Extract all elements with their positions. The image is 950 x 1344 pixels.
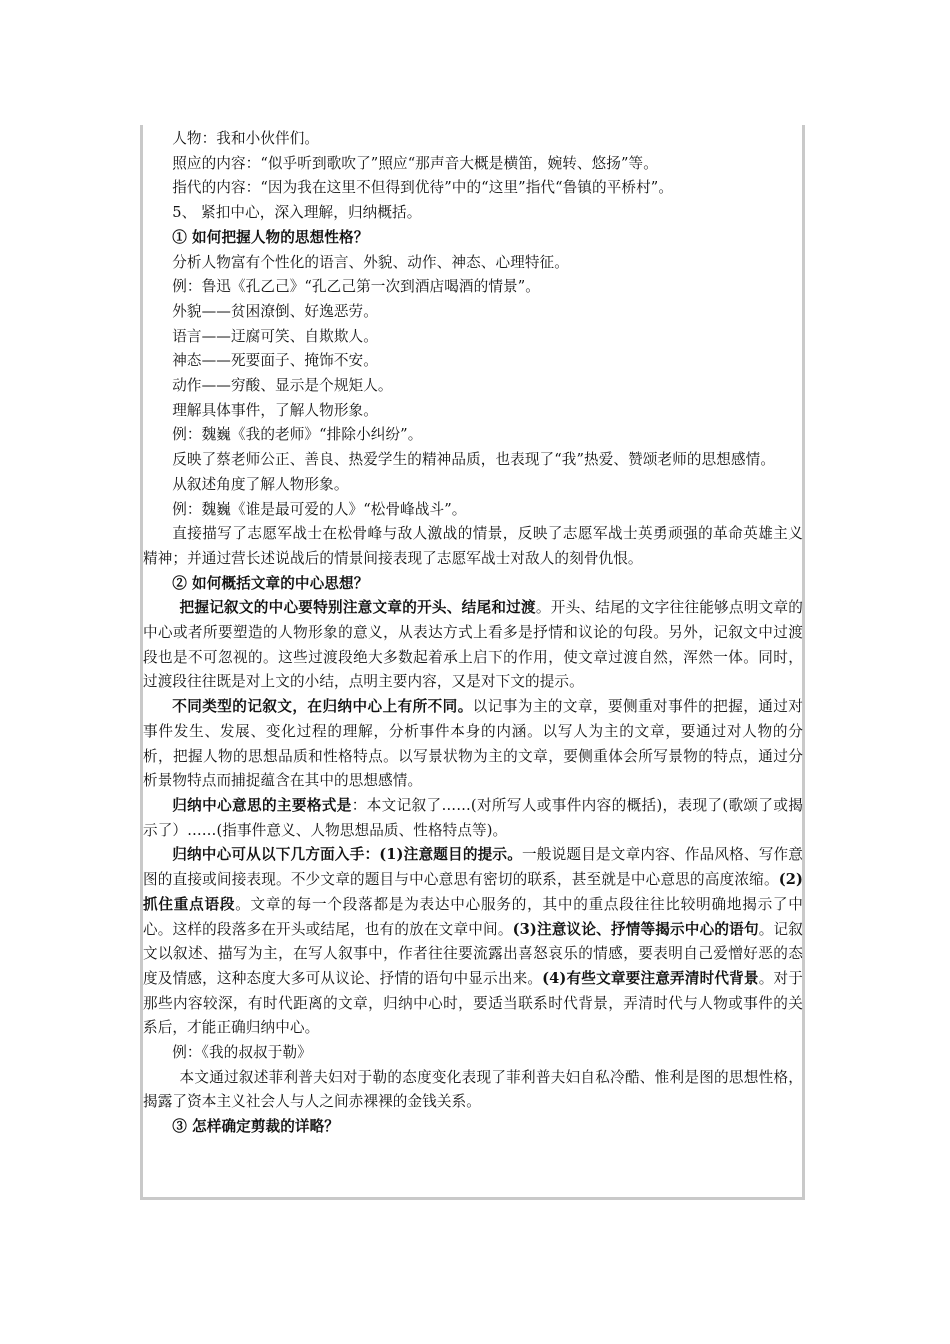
para-grasp-center xyxy=(143,596,803,695)
aspect-2-text: 。文章的每一个段落都是为表达中心服务的，其中的重点段往往比较明确地揭示了中心。这样的段落多在开头或结尾，也有的放在文章中间。 xyxy=(143,895,803,938)
line-example-loveliest: 例：魏巍《谁是最可爱的人》“松骨峰战斗”。 xyxy=(172,500,467,518)
section-5-title: 5、 紧扣中心，深入理解，归纳概括。 xyxy=(172,204,422,222)
line-characters: 人物：我和小伙伴们。 xyxy=(172,130,320,147)
line-example-kongyiji: 例：鲁迅《孔乙己》“孔乙己第一次到酒店喝酒的情景”。 xyxy=(172,278,540,296)
line-analyze-features: 分析人物富有个性化的语言、外貌、动作、神态、心理特征。 xyxy=(172,253,569,271)
line-narrative-angle: 从叙述角度了解人物形象。 xyxy=(172,475,349,493)
para-types-bold: 不同类型的记叙文，在归纳中心上有所不同。 xyxy=(172,698,473,716)
para-format xyxy=(143,794,803,843)
para-uncle-jules: 本文通过叙述菲利普夫妇对于勒的态度变化表现了菲利普夫妇自私冷酷、惟利是图的思想性格，揭露了资本主义社会人与人之间赤裸裸的金钱关系。 xyxy=(143,1068,803,1111)
para-format-bold: 归纳中心意思的主要格式是 xyxy=(172,796,352,814)
line-example-uncle: 例：《我的叔叔于勒》 xyxy=(172,1044,312,1062)
line-example-teacher: 例：魏巍《我的老师》“排除小纠纷”。 xyxy=(172,426,423,444)
line-language: 语言——迂腐可笑、自欺欺人。 xyxy=(172,327,378,345)
aspect-1-text: 一般说题目是文章内容、作品风格、写作意图的直接或间接表现。不少文章的题目与中心意思有密切的联系，甚至就是中心意思的高度浓缩。 xyxy=(143,846,803,889)
para-types-text: 以记事为主的文章，要侧重对事件的把握，通过对事件发生、发展、变化过程的理解，分析事件本身的内涵。以写人为主的文章，要通过对人物的分析，把握人物的思想品质和性格特点。以写景状物为主的文章，要侧重体会所写景物的特点，通过分析景物特点而捕捉蕴含在其中的思想感情。 xyxy=(143,698,803,790)
aspect-1-bold: 归纳中心可从以下几方面入手：(1)注意题目的提示。 xyxy=(172,846,523,864)
aspect-2-bold: (2)抓住重点语段 xyxy=(143,871,803,913)
para-grasp-center-bold: 把握记叙文的中心要特别注意文章的开头、结尾和过渡 xyxy=(179,599,536,617)
heading-central-idea: ② 如何概括文章的中心思想？ xyxy=(172,574,369,592)
line-reference: 指代的内容：“因为我在这里不但得到优待”中的“这里”指代“鲁镇的平桥村”。 xyxy=(172,179,674,197)
line-appearance: 外貌——贫困潦倒、好逸恶劳。 xyxy=(172,302,378,320)
document-body xyxy=(143,127,803,1140)
aspect-4-text: 。对于那些内容较深，有时代距离的文章，归纳中心时，要适当联系时代背景，弄清时代与人物或事件的关系后，才能正确归纳中心。 xyxy=(143,969,803,1037)
line-expression: 神态——死要面子、掩饰不安。 xyxy=(172,352,378,370)
para-teacher-reflection: 反映了蔡老师公正、善良、热爱学生的精神品质，也表现了“我”热爱、赞颂老师的思想感情。 xyxy=(172,451,776,469)
line-echo: 照应的内容：“似乎听到歌吹了”照应“那声音大概是横笛，婉转、悠扬”等。 xyxy=(172,154,658,172)
para-format-text: ：本文记叙了……(对所写人或事件内容的概括)，表现了(歌颂了或揭示了）……(指事件意义、人物思想品质、性格特点等)。 xyxy=(143,796,803,839)
aspect-4-bold: (4)有些文章要注意弄清时代背景 xyxy=(542,969,759,987)
para-aspects xyxy=(143,843,803,1041)
aspect-3-text: 。记叙文以叙述、描写为主，在写人叙事中，作者往往要流露出喜怒哀乐的情感，要表明自己爱憎好恶的态度及情感，这种态度大多可从议论、抒情的语句中显示出来。 xyxy=(143,920,803,987)
para-songgufeng: 直接描写了志愿军战士在松骨峰与敌人激战的情景，反映了志愿军战士英勇顽强的革命英雄主义精神；并通过营长述说战后的情景间接表现了志愿军战士对敌人的刻骨仇恨。 xyxy=(143,525,803,567)
heading-character-personality: ① 如何把握人物的思想性格？ xyxy=(172,228,369,246)
line-understand-events: 理解具体事件，了解人物形象。 xyxy=(172,401,378,419)
heading-detail-cutting: ③ 怎样确定剪裁的详略？ xyxy=(172,1118,340,1136)
para-grasp-center-text: 。开头、结尾的文字往往能够点明文章的中心或者所要塑造的人物形象的意义，从表达方式上看多是抒情和议论的句段。另外，记叙文中过渡段也是不可忽视的。这些过渡段绝大多数起着承上启下的作用，使文章过渡自然，浑然一体。同时，过渡段往往既是对上文的小结，点明主要内容，又是对下文的提示。 xyxy=(143,599,803,691)
para-types xyxy=(143,695,803,794)
line-action: 动作——穷酸、显示是个规矩人。 xyxy=(172,377,393,395)
aspect-3-bold: (3)注意议论、抒情等揭示中心的语句 xyxy=(512,920,759,938)
